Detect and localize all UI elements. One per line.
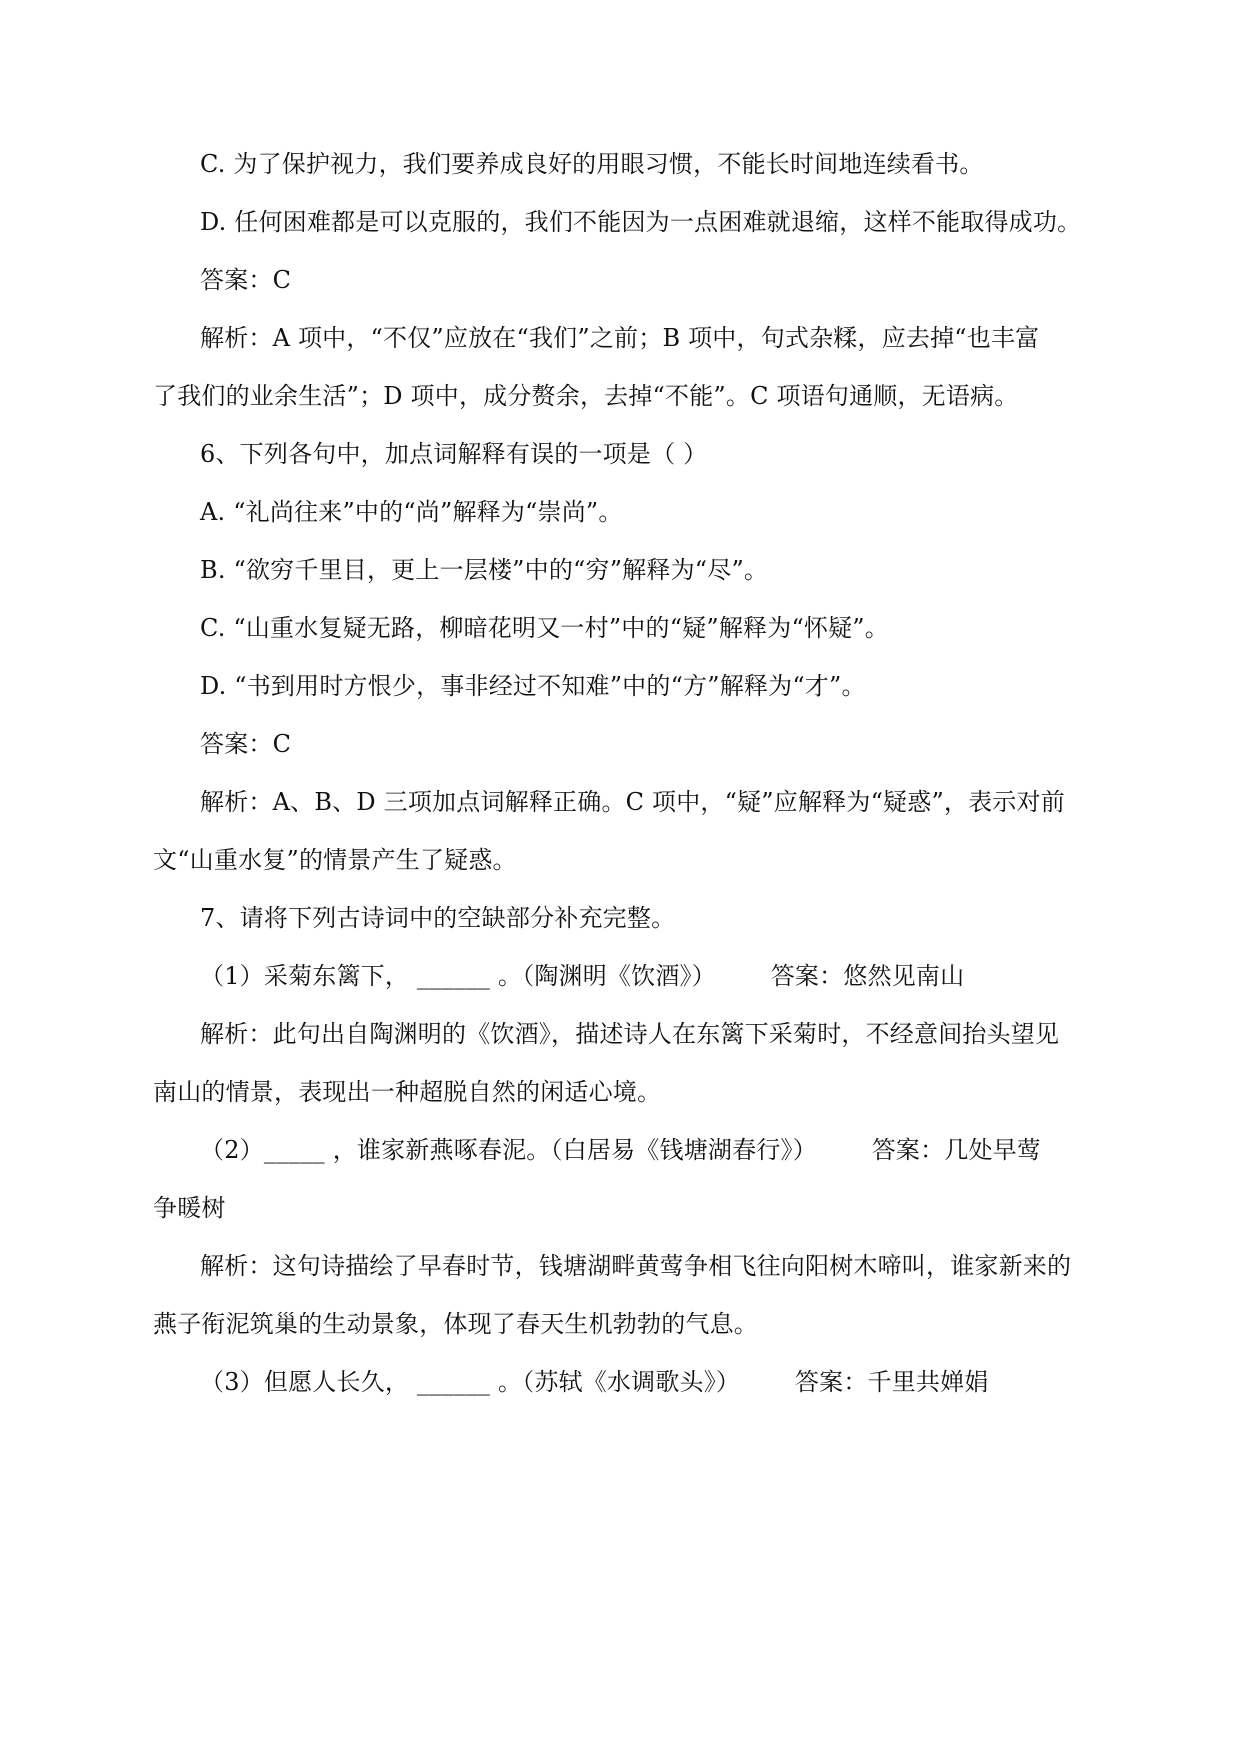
q7-item2-analysis-line1: 解析：这句诗描绘了早春时节，钱塘湖畔黄莺争相飞往向阳树木啼叫，谁家新来的 xyxy=(200,1252,1072,1280)
q7-item3: （3）但愿人长久， ______ 。（苏轼《水调歌头》） 答案：千里共婵娟 xyxy=(200,1368,989,1396)
q6-answer: 答案：C xyxy=(200,730,292,758)
q6-option-a: A. “礼尚往来”中的“尚”解释为“崇尚”。 xyxy=(200,498,623,526)
q5-analysis-line1: 解析：A 项中，“不仅”应放在“我们”之前；B 项中，句式杂糅，应去掉“也丰富 xyxy=(200,324,1040,352)
q6-option-d: D. “书到用时方恨少，事非经过不知难”中的“方”解释为“才”。 xyxy=(200,672,866,700)
q5-option-c: C. 为了保护视力，我们要养成良好的用眼习惯，不能长时间地连续看书。 xyxy=(200,150,984,178)
q7-item1-analysis-line2: 南山的情景，表现出一种超脱自然的闲适心境。 xyxy=(153,1078,662,1106)
q6-analysis-line2: 文“山重水复”的情景产生了疑惑。 xyxy=(153,846,517,874)
q6-option-b: B. “欲穷千里目，更上一层楼”中的“穷”解释为“尽”。 xyxy=(200,556,769,584)
q7-question: 7、请将下列古诗词中的空缺部分补充完整。 xyxy=(200,904,676,932)
q7-item2-line1: （2）_____ ，谁家新燕啄春泥。（白居易《钱塘湖春行》） 答案：几处早莺 xyxy=(200,1136,1042,1164)
q7-item2-line2: 争暖树 xyxy=(153,1194,226,1222)
q5-answer: 答案：C xyxy=(200,266,292,294)
q5-option-d: D. 任何困难都是可以克服的，我们不能因为一点困难就退缩，这样不能取得成功。 xyxy=(200,208,1082,236)
q7-item1: （1）采菊东篱下， ______ 。（陶渊明《饮酒》） 答案：悠然见南山 xyxy=(200,962,965,990)
q6-analysis-line1: 解析：A、B、D 三项加点词解释正确。C 项中，“疑”应解释为“疑惑”，表示对前 xyxy=(200,788,1065,816)
q6-option-c: C. “山重水复疑无路，柳暗花明又一村”中的“疑”解释为“怀疑”。 xyxy=(200,614,889,642)
q7-item2-analysis-line2: 燕子衔泥筑巢的生动景象，体现了春天生机勃勃的气息。 xyxy=(153,1310,758,1338)
q7-item1-analysis-line1: 解析：此句出自陶渊明的《饮酒》，描述诗人在东篱下采菊时，不经意间抬头望见 xyxy=(200,1020,1060,1048)
q5-analysis-line2: 了我们的业余生活”；D 项中，成分赘余，去掉“不能”。C 项语句通顺，无语病。 xyxy=(153,382,1019,410)
q6-question: 6、下列各句中，加点词解释有误的一项是（ ） xyxy=(200,440,708,468)
